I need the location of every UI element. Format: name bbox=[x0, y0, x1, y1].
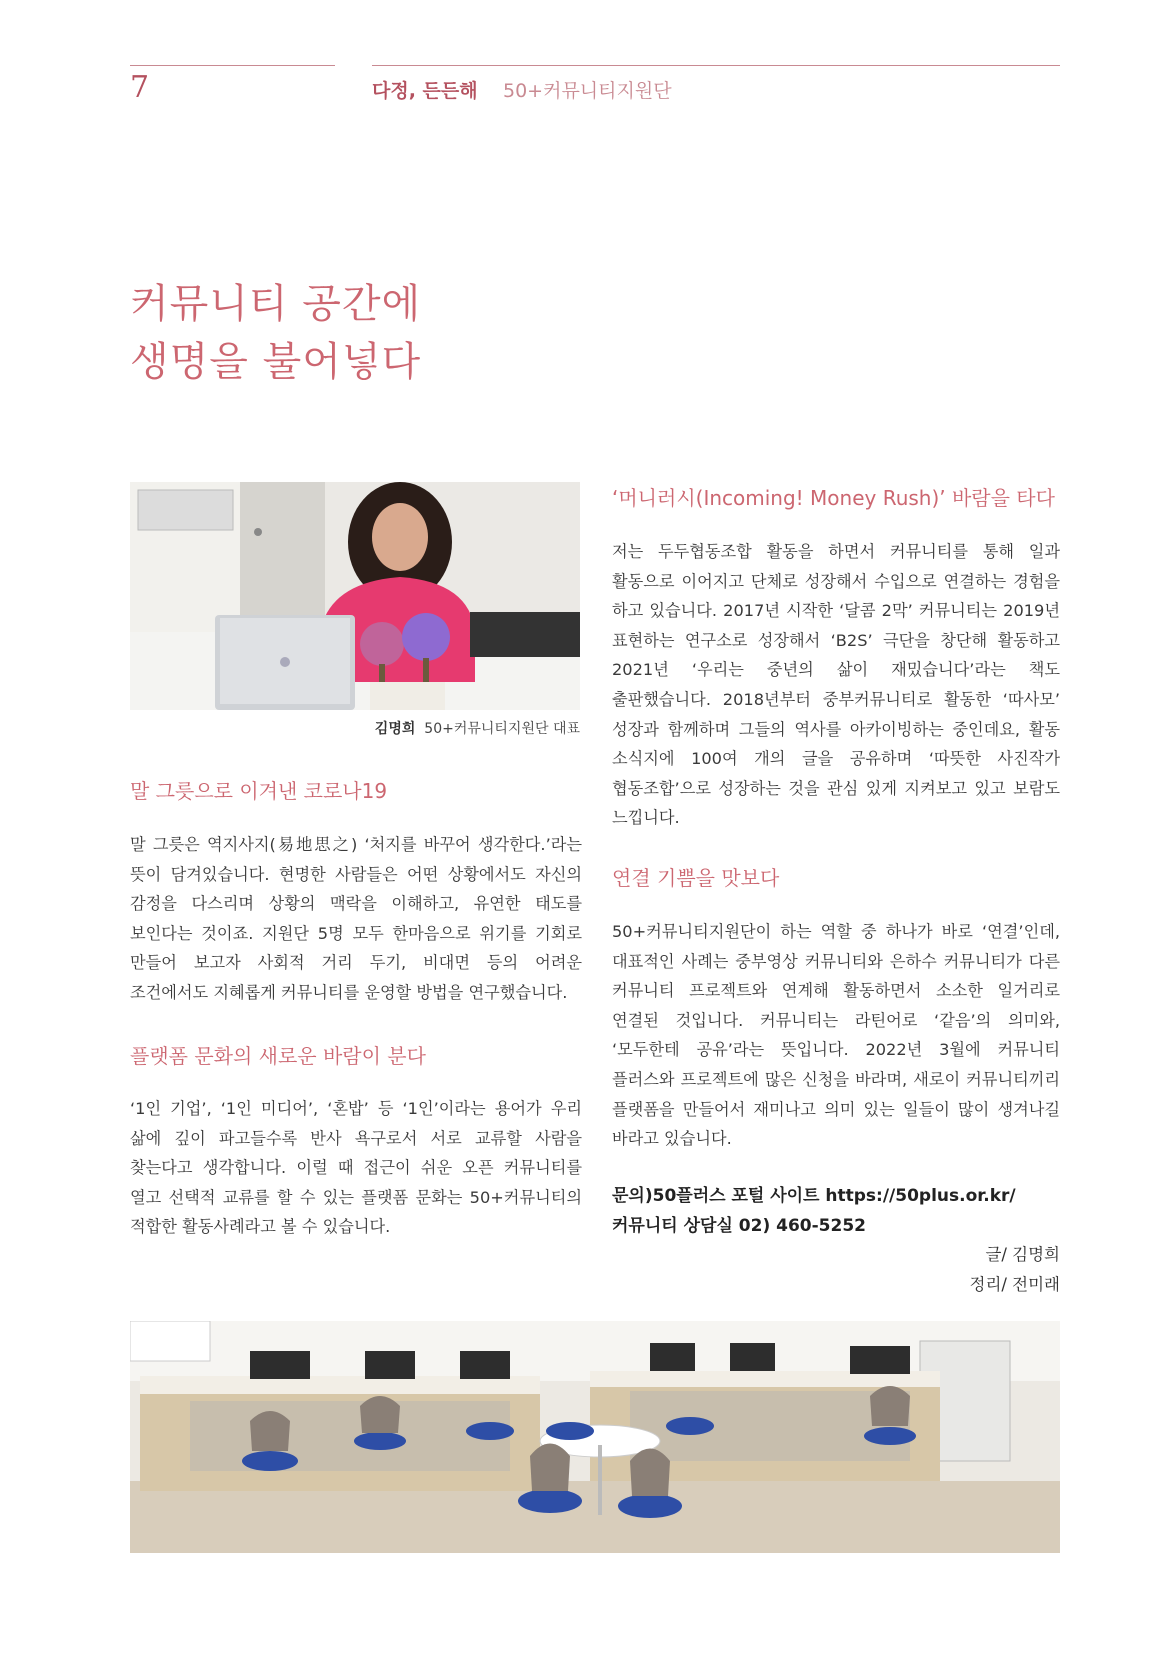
contact-info bbox=[612, 1181, 1016, 1241]
office-photo bbox=[130, 1321, 1060, 1553]
caption-role: 50+커뮤니티지원단 대표 bbox=[424, 721, 580, 737]
section-heading-money-rush: ‘머니러시(Incoming! Money Rush)’ 바람을 타다 bbox=[612, 486, 1055, 510]
organization-name: 50+커뮤니티지원단 bbox=[503, 80, 672, 102]
credits bbox=[970, 1240, 1061, 1300]
section-heading-corona: 말 그릇으로 이겨낸 코로나19 bbox=[130, 779, 388, 803]
paragraph-corona: 말 그릇은 역지사지(易地思之) ‘처지를 바꾸어 생각한다.’라는 뜻이 담겨있습니다. 현명한 사람들은 어떤 상황에서도 자신의 감정을 다스리며 상황의 맥락을 이해하고, 유연한 태도를 보인다는 것이죠. 지원단 5명 모두 한마음으로 위기를 기회로 만들어 보고자 사회적 거리 두기, 비대면 등의 어려운 조건에서도 지혜롭게 커뮤니티를 운영할 방법을 연구했습니다. bbox=[130, 835, 582, 1002]
header-rule-right bbox=[372, 65, 1060, 66]
paragraph-platform: ‘1인 기업’, ‘1인 미디어’, ‘혼밥’ 등 ‘1인’이라는 용어가 우리 삶에 깊이 파고들수록 반사 욕구로서 서로 교류할 사람을 찾는다고 생각합니다. 이럴 때 접근이 쉬운 오픈 커뮤니티를 열고 선택적 교류를 할 수 있는 플랫폼 문화는 50+커뮤니티의 적합한 활동사례라고 볼 수 있습니다. bbox=[130, 1099, 582, 1237]
contact-phone: 커뮤니티 상담실 02) 460-5252 bbox=[612, 1216, 866, 1236]
portrait-photo bbox=[130, 482, 580, 710]
header-rule-left bbox=[130, 65, 335, 66]
title-line-1: 커뮤니티 공간에 bbox=[130, 281, 422, 327]
paragraph-money-rush: 저는 두두협동조합 활동을 하면서 커뮤니티를 통해 일과 활동으로 이어지고 단체로 성장해서 수입으로 연결하는 경험을 하고 있습니다. 2017년 시작한 ‘달콤 2막’ 커뮤니티는 2019년 표현하는 연구소로 성장해서 ‘B2S’ 극단을 창단해 활동하고 2021년 ‘우리는 중년의 삶이 재밌습니다’라는 책도 출판했습니다. 2018년부터 중부커뮤니티로 활동한 ‘따사모’ 성장과 함께하며 그들의 역사를 아카이빙하는 중인데요, 활동 소식지에 100여 개의 글을 공유하며 ‘따뜻한 사진작가 협동조합’으로 성장하는 것을 관심 있게 지켜보고 있고 보람도 느낍니다. bbox=[612, 542, 1060, 828]
paragraph-connection: 50+커뮤니티지원단이 하는 역할 중 하나가 바로 ‘연결’인데, 대표적인 사례는 중부영상 커뮤니티와 은하수 커뮤니티가 다른 커뮤니티 프로젝트와 연계해 활동하면서 소소한 일거리로 연결된 것입니다. 커뮤니티는 라틴어로 ‘같음’의 의미와, ‘모두한테 공유’라는 뜻입니다. 2022년 3월에 커뮤니티 플러스와 프로젝트에 많은 신청을 바라며, 새로이 커뮤니티끼리 플랫폼을 만들어서 재미나고 의미 있는 일들이 많이 생겨나길 바라고 있습니다. bbox=[612, 922, 1060, 1149]
credit-editor: 정리/ 전미래 bbox=[969, 1275, 1060, 1294]
section-name: 다정, 든든해 bbox=[372, 80, 478, 102]
title-line-2: 생명을 불어넣다 bbox=[130, 339, 422, 385]
section-heading-platform: 플랫폼 문화의 새로운 바람이 분다 bbox=[130, 1044, 426, 1068]
contact-website: 문의)50플러스 포털 사이트 https://50plus.or.kr/ bbox=[612, 1186, 1016, 1206]
credit-writer: 글/ 김명희 bbox=[985, 1245, 1060, 1264]
section-heading-connection: 연결 기쁨을 맛보다 bbox=[612, 866, 780, 890]
page-number: 7 bbox=[130, 70, 150, 105]
photo-caption bbox=[130, 718, 580, 738]
caption-name: 김명희 bbox=[374, 721, 416, 737]
article-title bbox=[130, 275, 421, 391]
